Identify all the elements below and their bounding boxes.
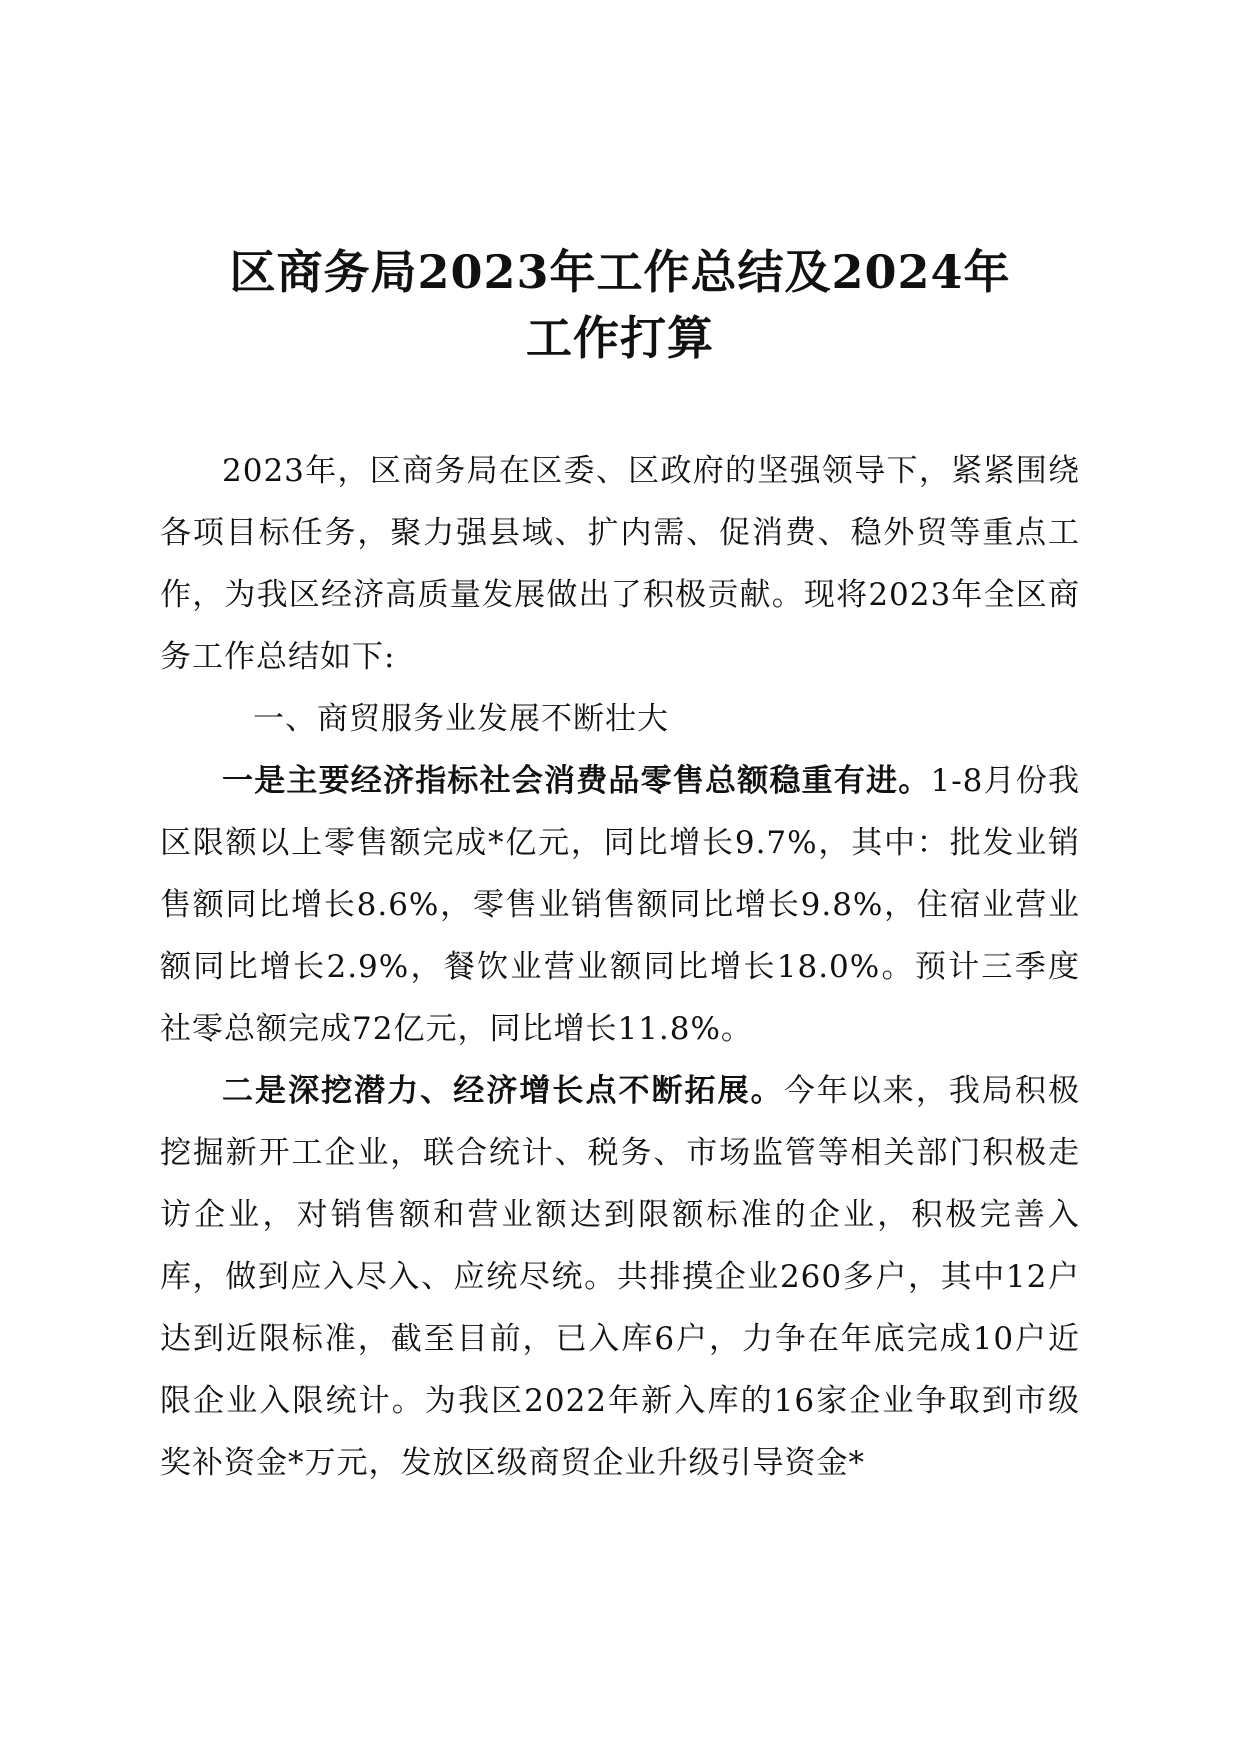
paragraph-2-lead: 二是深挖潜力、经济增长点不断拓展。 [222, 1073, 784, 1109]
paragraph-1-lead: 一是主要经济指标社会消费品零售总额稳重有进。 [222, 763, 931, 799]
paragraph-1 [160, 750, 1080, 1060]
section-heading: 一、商贸服务业发展不断壮大 [253, 701, 669, 737]
paragraph-1-text: 1-8月份我区限额以上零售额完成*亿元，同比增长9.7%，其中：批发业销售额同比增长8.6%，零售业销售额同比增长9.8%，住宿业营业额同比增长2.9%，餐饮业营业额同比增长18.0%。预计三季度社零总额完成72亿元，同比增长11.8%。 [160, 763, 1080, 1047]
document-title-line-1: 区商务局2023年工作总结及2024年 [229, 245, 1011, 299]
document-title-line-2: 工作打算 [526, 311, 714, 365]
document-body [160, 440, 1080, 1494]
intro-paragraph: 2023年，区商务局在区委、区政府的坚强领导下，紧紧围绕各项目标任务，聚力强县域、扩内需、促消费、稳外贸等重点工作，为我区经济高质量发展做出了积极贡献。现将2023年全区商务工作总结如下: [160, 453, 1080, 675]
paragraph-2-text: 今年以来，我局积极挖掘新开工企业，联合统计、税务、市场监管等相关部门积极走访企业，对销售额和营业额达到限额标准的企业，积极完善入库，做到应入尽入、应统尽统。共排摸企业260多户，其中12户达到近限标准，截至目前，已入库6户，力争在年底完成10户近限企业入限统计。为我区2022年新入库的16家企业争取到市级奖补资金*万元，发放区级商贸企业升级引导资金* [160, 1073, 1081, 1481]
paragraph-2 [160, 1060, 1080, 1494]
